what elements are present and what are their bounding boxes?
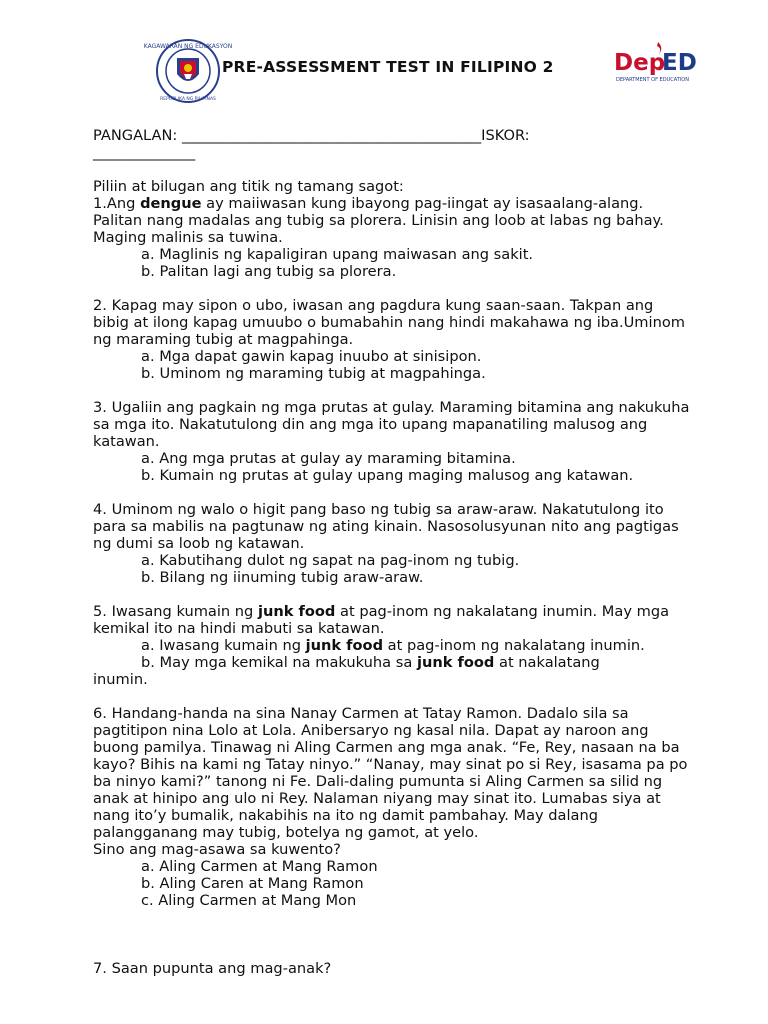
question-2: 2. Kapag may sipon o ubo, iwasan ang pagdura kung saan-saan. Takpan ang bibig at ilong kapag umuubo o bumabahin nang hindi makahawa ng iba.Uminom ng maraming tubig at magpahinga. [93,297,685,348]
question-6-passage: 6. Handang-handa na sina Nanay Carmen at Tatay Ramon. Dadalo sila sa pagtitipon nina Lolo at Lola. Anibersaryo ng kasal nila. Dapat ay naroon ang buong pamilya. Tinawag ni Aling Carmen ang mga anak. “Fe, Rey, nasaan na ba kayo? Bihis na kami ng Tatay ninyo.” “Nanay, may sinat po si Rey, isasama pa po ba ninyo kami?” tanong ni Fe. Dali-daling pumunta si Aling Carmen sa silid ng anak at hinipo ang ulo ni Rey. Nalaman niyang may sinat ito. Lumabas siya at nang ito’y bumalik, nakabihis na ito ng damit pambahay. May dalang palangganang may tubig, botelya ng gamot, at yelo. [93,705,688,841]
question-2-option-a: a. Mga dapat gawin kapag inuubo at sinisipon. [141,348,482,365]
instruction: Piliin at bilugan ang titik ng tamang sagot: [93,178,404,195]
question-1-option-a: a. Maglinis ng kapaligiran upang maiwasan ang sakit. [141,246,534,263]
question-6-prompt: Sino ang mag-asawa sa kuwento? [93,841,341,858]
question-6-option-a: a. Aling Carmen at Mang Ramon [141,858,378,875]
question-5-option-b: b. May mga kemikal na makukuha sa junk food at nakalatang [141,654,600,671]
question-1-option-b: b. Palitan lagi ang tubig sa plorera. [141,263,397,280]
page-title: PRE-ASSESSMENT TEST IN FILIPINO 2 [222,58,554,76]
svg-text:REPUBLIKA NG PILIPINAS: REPUBLIKA NG PILIPINAS [160,97,216,102]
svg-text:Dep: Dep [614,50,666,76]
deped-logo [612,40,704,84]
question-4-option-b: b. Bilang ng iinuming tubig araw-araw. [141,569,424,586]
question-7: 7. Saan pupunta ang mag-anak? [93,960,332,977]
document-body [93,127,693,977]
svg-text:ED: ED [662,50,697,76]
question-5-option-a: a. Iwasang kumain ng junk food at pag-inom ng nakalatang inumin. [141,637,645,654]
question-6-option-c: c. Aling Carmen at Mang Mon [141,892,357,909]
question-4-option-a: a. Kabutihang dulot ng sapat na pag-inom ng tubig. [141,552,520,569]
score-line: ______________ [93,144,196,161]
question-5-option-b-continued: inumin. [93,671,148,688]
question-3-option-a: a. Ang mga prutas at gulay ay maraming bitamina. [141,450,516,467]
question-3: 3. Ugaliin ang pagkain ng mga prutas at gulay. Maraming bitamina ang nakukuha sa mga ito. Nakatutulong din ang mga ito upang mapanatiling malusog ang katawan. [93,399,690,450]
question-2-option-b: b. Uminom ng maraming tubig at magpahinga. [141,365,486,382]
name-score-field: PANGALAN: _________________________________________ISKOR: [93,127,530,144]
question-3-option-b: b. Kumain ng prutas at gulay upang maging malusog ang katawan. [141,467,634,484]
question-5: 5. Iwasang kumain ng junk food at pag-inom ng nakalatang inumin. May mga kemikal ito na hindi mabuti sa katawan. [93,603,670,637]
svg-text:DEPARTMENT OF EDUCATION: DEPARTMENT OF EDUCATION [616,77,689,83]
question-1: 1.Ang dengue ay maiiwasan kung ibayong pag-iingat ay isasaalang-alang. Palitan nang madalas ang tubig sa plorera. Linisin ang loob at labas ng bahay. Maging malinis sa tuwina. [93,195,664,246]
deped-seal-logo [143,38,233,104]
svg-text:KAGAWARAN NG EDUKASYON: KAGAWARAN NG EDUKASYON [143,43,233,50]
question-6-option-b: b. Aling Caren at Mang Ramon [141,875,364,892]
question-4: 4. Uminom ng walo o higit pang baso ng tubig sa araw-araw. Nakatutulong ito para sa mabilis na pagtunaw ng ating kinain. Nasosolusyunan nito ang pagtigas ng dumi sa loob ng katawan. [93,501,679,552]
